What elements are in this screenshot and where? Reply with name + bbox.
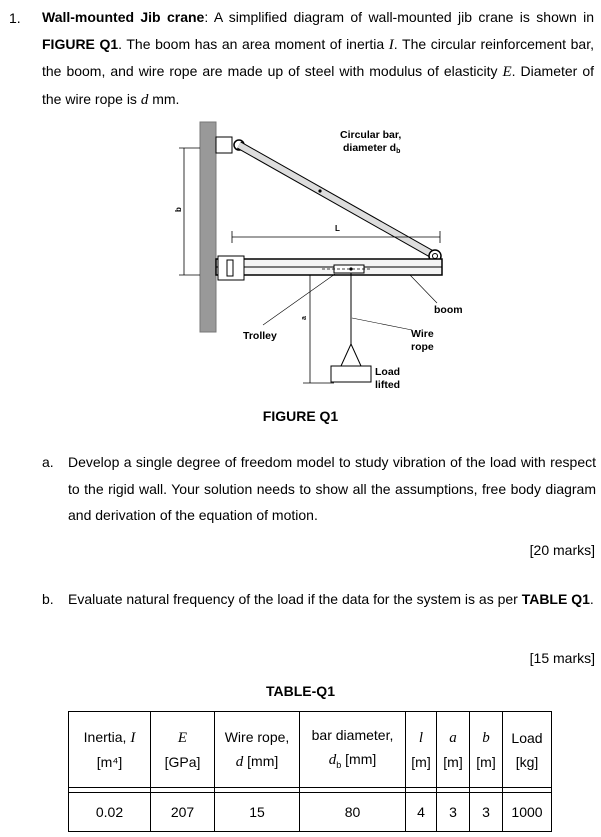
- boom-bracket-slot: [227, 260, 233, 276]
- header-wire-rope: Wire rope, d [mm]: [215, 712, 300, 788]
- label-L: L: [335, 224, 340, 233]
- figure-reference: FIGURE Q1: [42, 35, 119, 52]
- value-wire-rope: 15: [215, 793, 300, 832]
- intro-text-1: : A simplified diagram of wall-mounted jib crane is shown in: [204, 9, 595, 25]
- table-caption: TABLE-Q1: [266, 683, 335, 699]
- value-inertia: 0.02: [69, 793, 151, 832]
- label-a: a: [301, 316, 308, 320]
- label-trolley: Trolley: [243, 330, 277, 342]
- boom-leader: [410, 275, 437, 303]
- value-a: 3: [437, 793, 470, 832]
- header-inertia: Inertia, I [m⁴]: [69, 712, 151, 788]
- label-boom: boom: [434, 304, 463, 316]
- header-load: Load [kg]: [503, 712, 552, 788]
- data-table: [68, 711, 552, 832]
- label-load-1: Load: [375, 366, 401, 378]
- jib-crane-diagram: [0, 115, 601, 435]
- header-b: b [m]: [470, 712, 503, 788]
- intro-text-2: . The boom has an area moment of inertia: [118, 35, 389, 52]
- circular-bar: [239, 145, 437, 257]
- question-intro: [42, 4, 594, 113]
- part-b-label: b.: [42, 591, 54, 607]
- part-b-text: [68, 586, 596, 613]
- load-sling: [341, 344, 361, 366]
- symbol-I: I: [388, 36, 394, 53]
- intro-text-5: mm.: [148, 90, 180, 107]
- table-reference: TABLE Q1: [521, 591, 590, 607]
- value-bar-diameter: 80: [300, 793, 406, 832]
- part-a: [42, 449, 597, 529]
- label-b: b: [174, 207, 183, 212]
- header-a: a [m]: [437, 712, 470, 788]
- table-row: [69, 793, 552, 832]
- bar-dot: [318, 189, 321, 192]
- value-b: 3: [470, 793, 503, 832]
- symbol-d: d: [140, 91, 149, 108]
- label-circular-bar-1: Circular bar,: [340, 129, 402, 141]
- part-b-text-2: .: [589, 591, 594, 607]
- value-l: 4: [406, 793, 437, 832]
- part-a-marks: [20 marks]: [529, 542, 595, 558]
- wire-leader: [352, 318, 412, 330]
- figure-caption: FIGURE Q1: [262, 408, 339, 424]
- load-box: [331, 366, 371, 382]
- trolley-leader: [263, 274, 335, 325]
- trolley-wheel: [349, 267, 352, 270]
- wall: [200, 122, 216, 332]
- header-E: E [GPa]: [151, 712, 215, 788]
- part-b-marks: [15 marks]: [529, 650, 595, 666]
- intro-text-3: . The circular reinforcement bar, the boom, and wire rope are made up of steel with modulus of elasticity: [42, 35, 594, 79]
- label-circular-bar-2: diameter db: [343, 142, 401, 155]
- part-b: [42, 586, 597, 640]
- top-bracket: [216, 137, 232, 153]
- symbol-E: E: [502, 64, 512, 80]
- header-l: l [m]: [406, 712, 437, 788]
- label-wire-2: rope: [411, 341, 434, 353]
- header-bar-diameter: bar diameter, $d_b$ [mm]: [300, 712, 406, 788]
- value-load: 1000: [503, 793, 552, 832]
- label-wire-1: Wire: [411, 328, 434, 340]
- question-title: Wall-mounted Jib crane: [42, 9, 205, 25]
- value-E: 207: [151, 793, 215, 832]
- part-a-label: a.: [42, 454, 54, 470]
- question-number: 1.: [9, 10, 21, 26]
- label-load-2: lifted: [375, 379, 401, 391]
- table-header-row: [69, 712, 552, 788]
- part-b-text-1: Evaluate natural frequency of the load if the data for the system is as per: [68, 591, 522, 607]
- intro-text-4: . Diameter of the wire rope is: [42, 63, 595, 107]
- part-a-text: Develop a single degree of freedom model to study vibration of the load with respect to the rigid wall. Your solution needs to show all the assumptions, free body diagram and derivation of the equation of motion.: [68, 454, 596, 523]
